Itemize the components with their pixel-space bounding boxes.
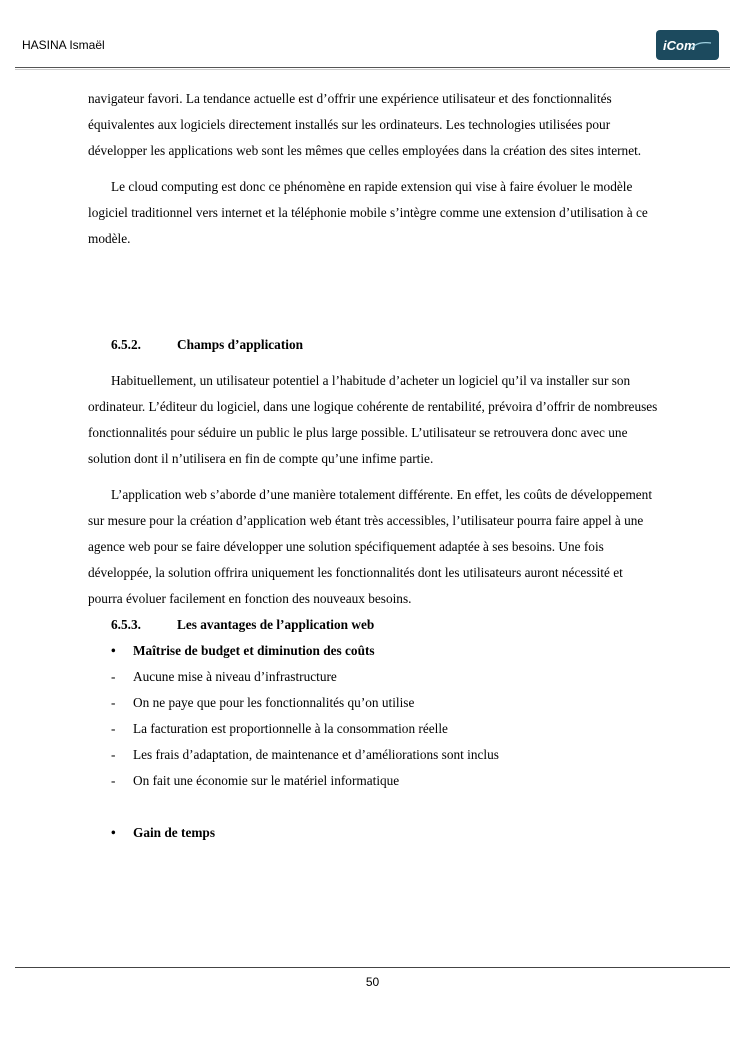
list-item-text: On ne paye que pour les fonctionnalités qu’on utilise bbox=[133, 695, 415, 710]
footer-rule bbox=[15, 967, 730, 968]
list-item bbox=[111, 768, 660, 794]
list-item-text: Aucune mise à niveau d’infrastructure bbox=[133, 669, 337, 684]
section-heading-6-5-2 bbox=[111, 332, 660, 358]
page-number: 50 bbox=[365, 975, 380, 989]
company-logo-icon bbox=[661, 37, 715, 53]
list-item-text: On fait une économie sur le matériel informatique bbox=[133, 773, 400, 788]
company-logo bbox=[656, 30, 719, 60]
bullet-title: Gain de temps bbox=[133, 825, 216, 840]
spacer bbox=[88, 794, 660, 820]
spacer bbox=[88, 472, 660, 482]
dash-icon: - bbox=[111, 695, 116, 710]
section-heading-6-5-3 bbox=[111, 612, 660, 638]
list-item bbox=[111, 742, 660, 768]
bullet-budget bbox=[111, 638, 660, 664]
dash-icon: - bbox=[111, 747, 116, 762]
spacer bbox=[88, 358, 660, 368]
paragraph-application-web: L’application web s’aborde d’une manière totalement différente. En effet, les coûts de développement sur mesure pour la création d’application web étant très accessibles, l’utilisateur pourra faire appel à une agence web pour se faire développer une solution spécifiquement adaptée à ses besoins. Une fois développée, la solution offrira uniquement les fonctionnalités dont les utilisateurs auront nécessité et pourra évoluer facilement en fonction des nouveaux besoins. bbox=[88, 487, 653, 606]
list-item-text: La facturation est proportionnelle à la consommation réelle bbox=[133, 721, 448, 736]
section-number: 6.5.3. bbox=[111, 617, 141, 632]
list-item-text: Les frais d’adaptation, de maintenance et d’améliorations sont inclus bbox=[133, 747, 499, 762]
page-content bbox=[88, 86, 660, 846]
list-item bbox=[111, 664, 660, 690]
list-item bbox=[111, 716, 660, 742]
bullet-time bbox=[111, 820, 660, 846]
paragraph-cloud-computing: Le cloud computing est donc ce phénomène en rapide extension qui vise à faire évoluer le modèle logiciel traditionnel vers internet et la téléphonie mobile s’intègre comme une extension d’utilisation à ce modèle. bbox=[88, 179, 648, 246]
header-author: HASINA Ismaël bbox=[22, 38, 105, 52]
header-rule-shadow bbox=[15, 69, 730, 70]
section-title: Champs d’application bbox=[177, 337, 303, 352]
bullet-icon: • bbox=[111, 643, 116, 658]
bullet-icon: • bbox=[111, 825, 116, 840]
dash-icon: - bbox=[111, 773, 116, 788]
list-item bbox=[111, 690, 660, 716]
header-rule bbox=[15, 67, 730, 68]
spacer bbox=[88, 252, 660, 332]
dash-icon: - bbox=[111, 669, 116, 684]
section-title: Les avantages de l’application web bbox=[177, 617, 375, 632]
section-number: 6.5.2. bbox=[111, 337, 141, 352]
svg-text:iCom: iCom bbox=[662, 38, 695, 53]
dash-icon: - bbox=[111, 721, 116, 736]
bullet-title: Maîtrise de budget et diminution des coûts bbox=[133, 643, 375, 658]
paragraph-intro: navigateur favori. La tendance actuelle est d’offrir une expérience utilisateur et des fonctionnalités équivalentes aux logiciels directement installés sur les ordinateurs. Les technologies utilisées pour développer les applications web sont les mêmes que celles employées dans la création des sites internet. bbox=[88, 91, 642, 158]
spacer bbox=[88, 164, 660, 174]
paragraph-habituellement: Habituellement, un utilisateur potentiel a l’habitude d’acheter un logiciel qu’il va installer sur son ordinateur. L’éditeur du logiciel, dans une logique cohérente de rentabilité, prévoira d’offrir de nombreuses fonctionnalités pour séduire un public le plus large possible. L’utilisateur se retrouvera donc avec une solution dont il n’utilisera en fin de compte qu’une infime partie. bbox=[88, 373, 658, 466]
